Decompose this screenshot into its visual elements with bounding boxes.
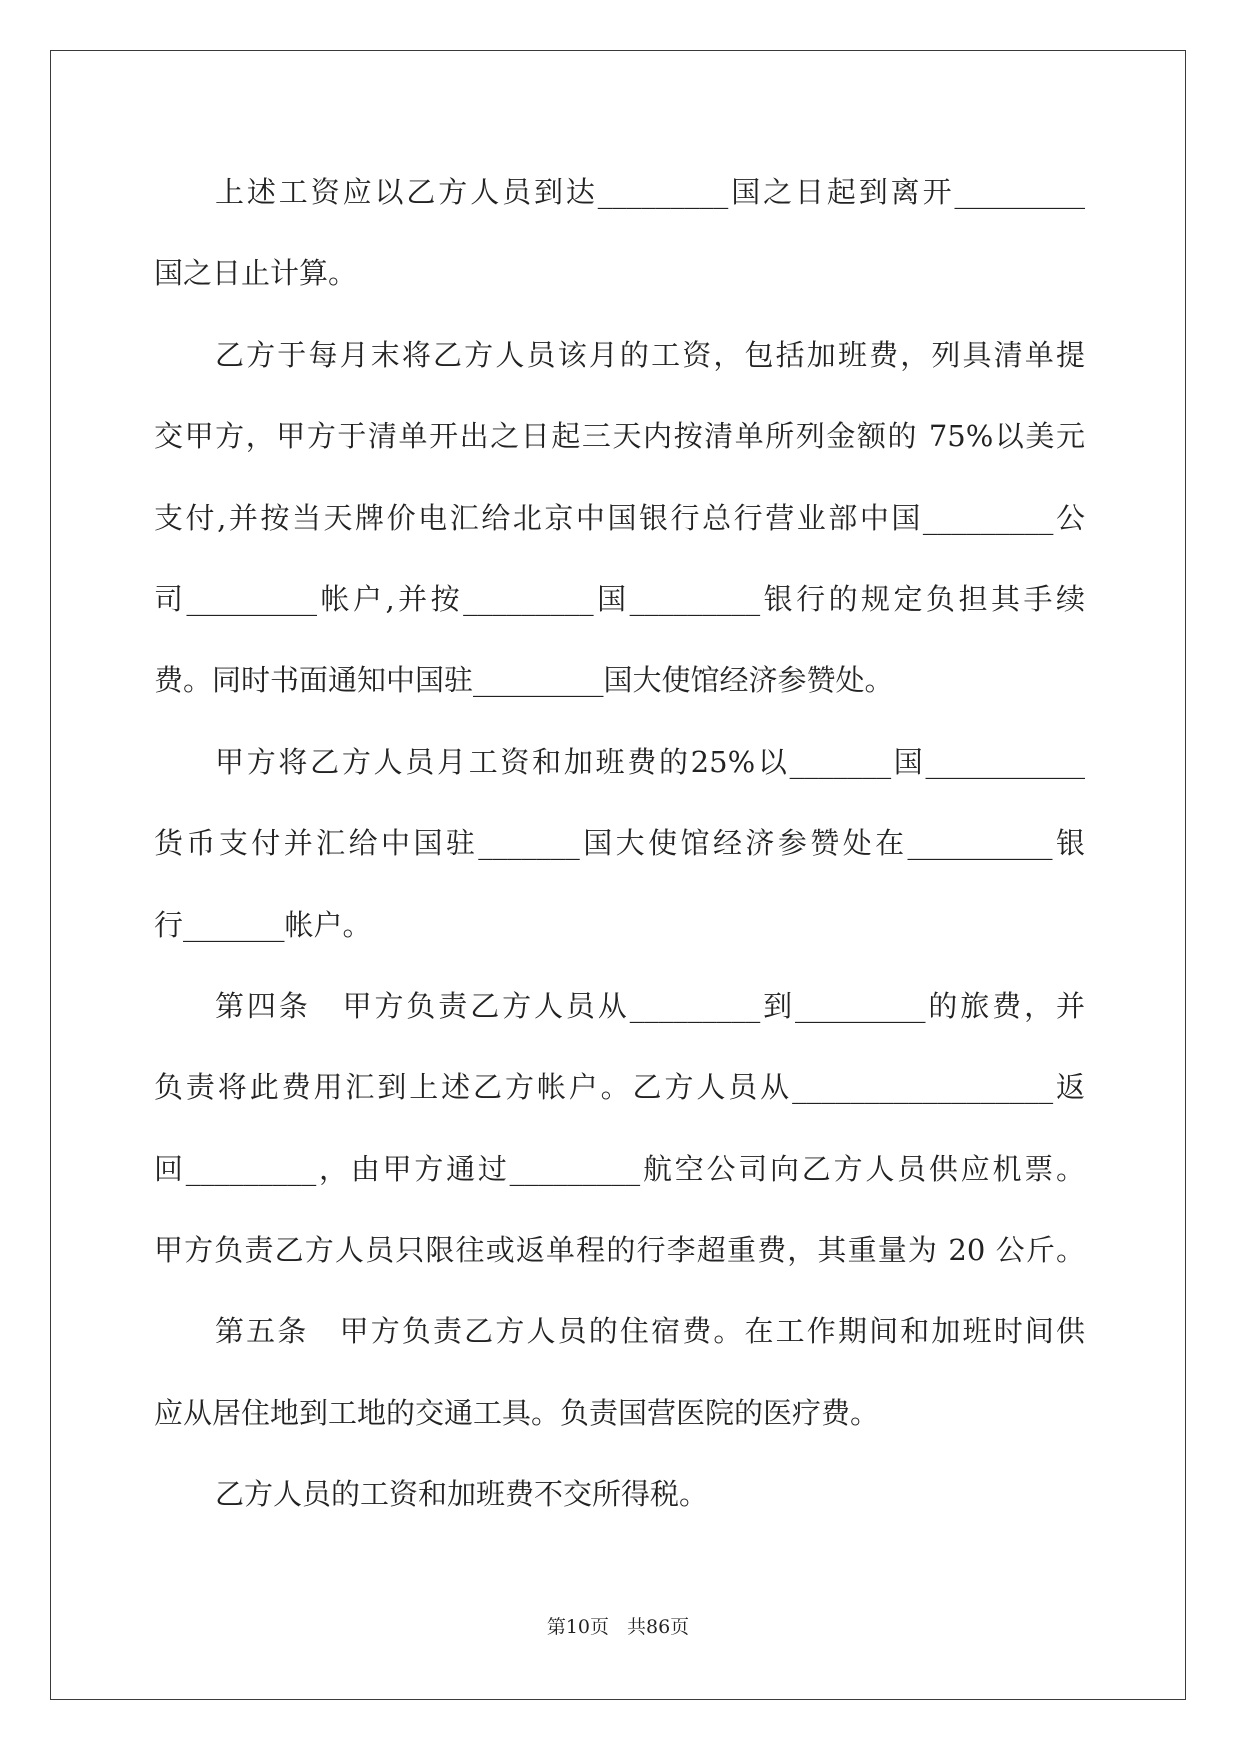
page-footer [50,1612,1186,1642]
text-line: 费。同时书面通知中国驻_________国大使馆经济参赞处。 [154,663,894,697]
text-line: 货币支付并汇给中国驻_______国大使馆经济参赞处在__________银 [154,826,1085,860]
text-line: 行_______帐户。 [154,908,372,942]
text-line: 乙方于每月末将乙方人员该月的工资，包括加班费，列具清单提 [215,338,1085,372]
text-line: 国之日止计算。 [154,256,358,290]
text-line: 甲方将乙方人员月工资和加班费的25%以_______国___________ [215,745,1085,779]
text-line: 负责将此费用汇到上述乙方帐户。乙方人员从__________________返 [154,1070,1085,1104]
text-line: 应从居住地到工地的交通工具。负责国营医院的医疗费。 [154,1396,880,1430]
page-border [50,50,1186,1700]
page-number: 第10页 [546,1616,609,1638]
page-total: 共86页 [627,1616,690,1638]
text-line: 支付,并按当天牌价电汇给北京中国银行总行营业部中国_________公 [154,501,1085,535]
text-line: 交甲方，甲方于清单开出之日起三天内按清单所列金额的 75%以美元 [154,419,1085,453]
text-line: 第四条 甲方负责乙方人员从_________到_________的旅费，并 [215,989,1085,1023]
text-line: 司_________帐户,并按_________国_________银行的规定负担其手续 [154,582,1085,616]
text-line: 回_________，由甲方通过_________航空公司向乙方人员供应机票。 [154,1152,1085,1186]
text-line: 乙方人员的工资和加班费不交所得税。 [215,1477,709,1511]
text-line: 第五条 甲方负责乙方人员的住宿费。在工作期间和加班时间供 [215,1314,1085,1348]
text-line: 甲方负责乙方人员只限往或返单程的行李超重费，其重量为 20 公斤。 [154,1233,1085,1267]
text-line: 上述工资应以乙方人员到达_________国之日起到离开_________ [215,175,1085,209]
